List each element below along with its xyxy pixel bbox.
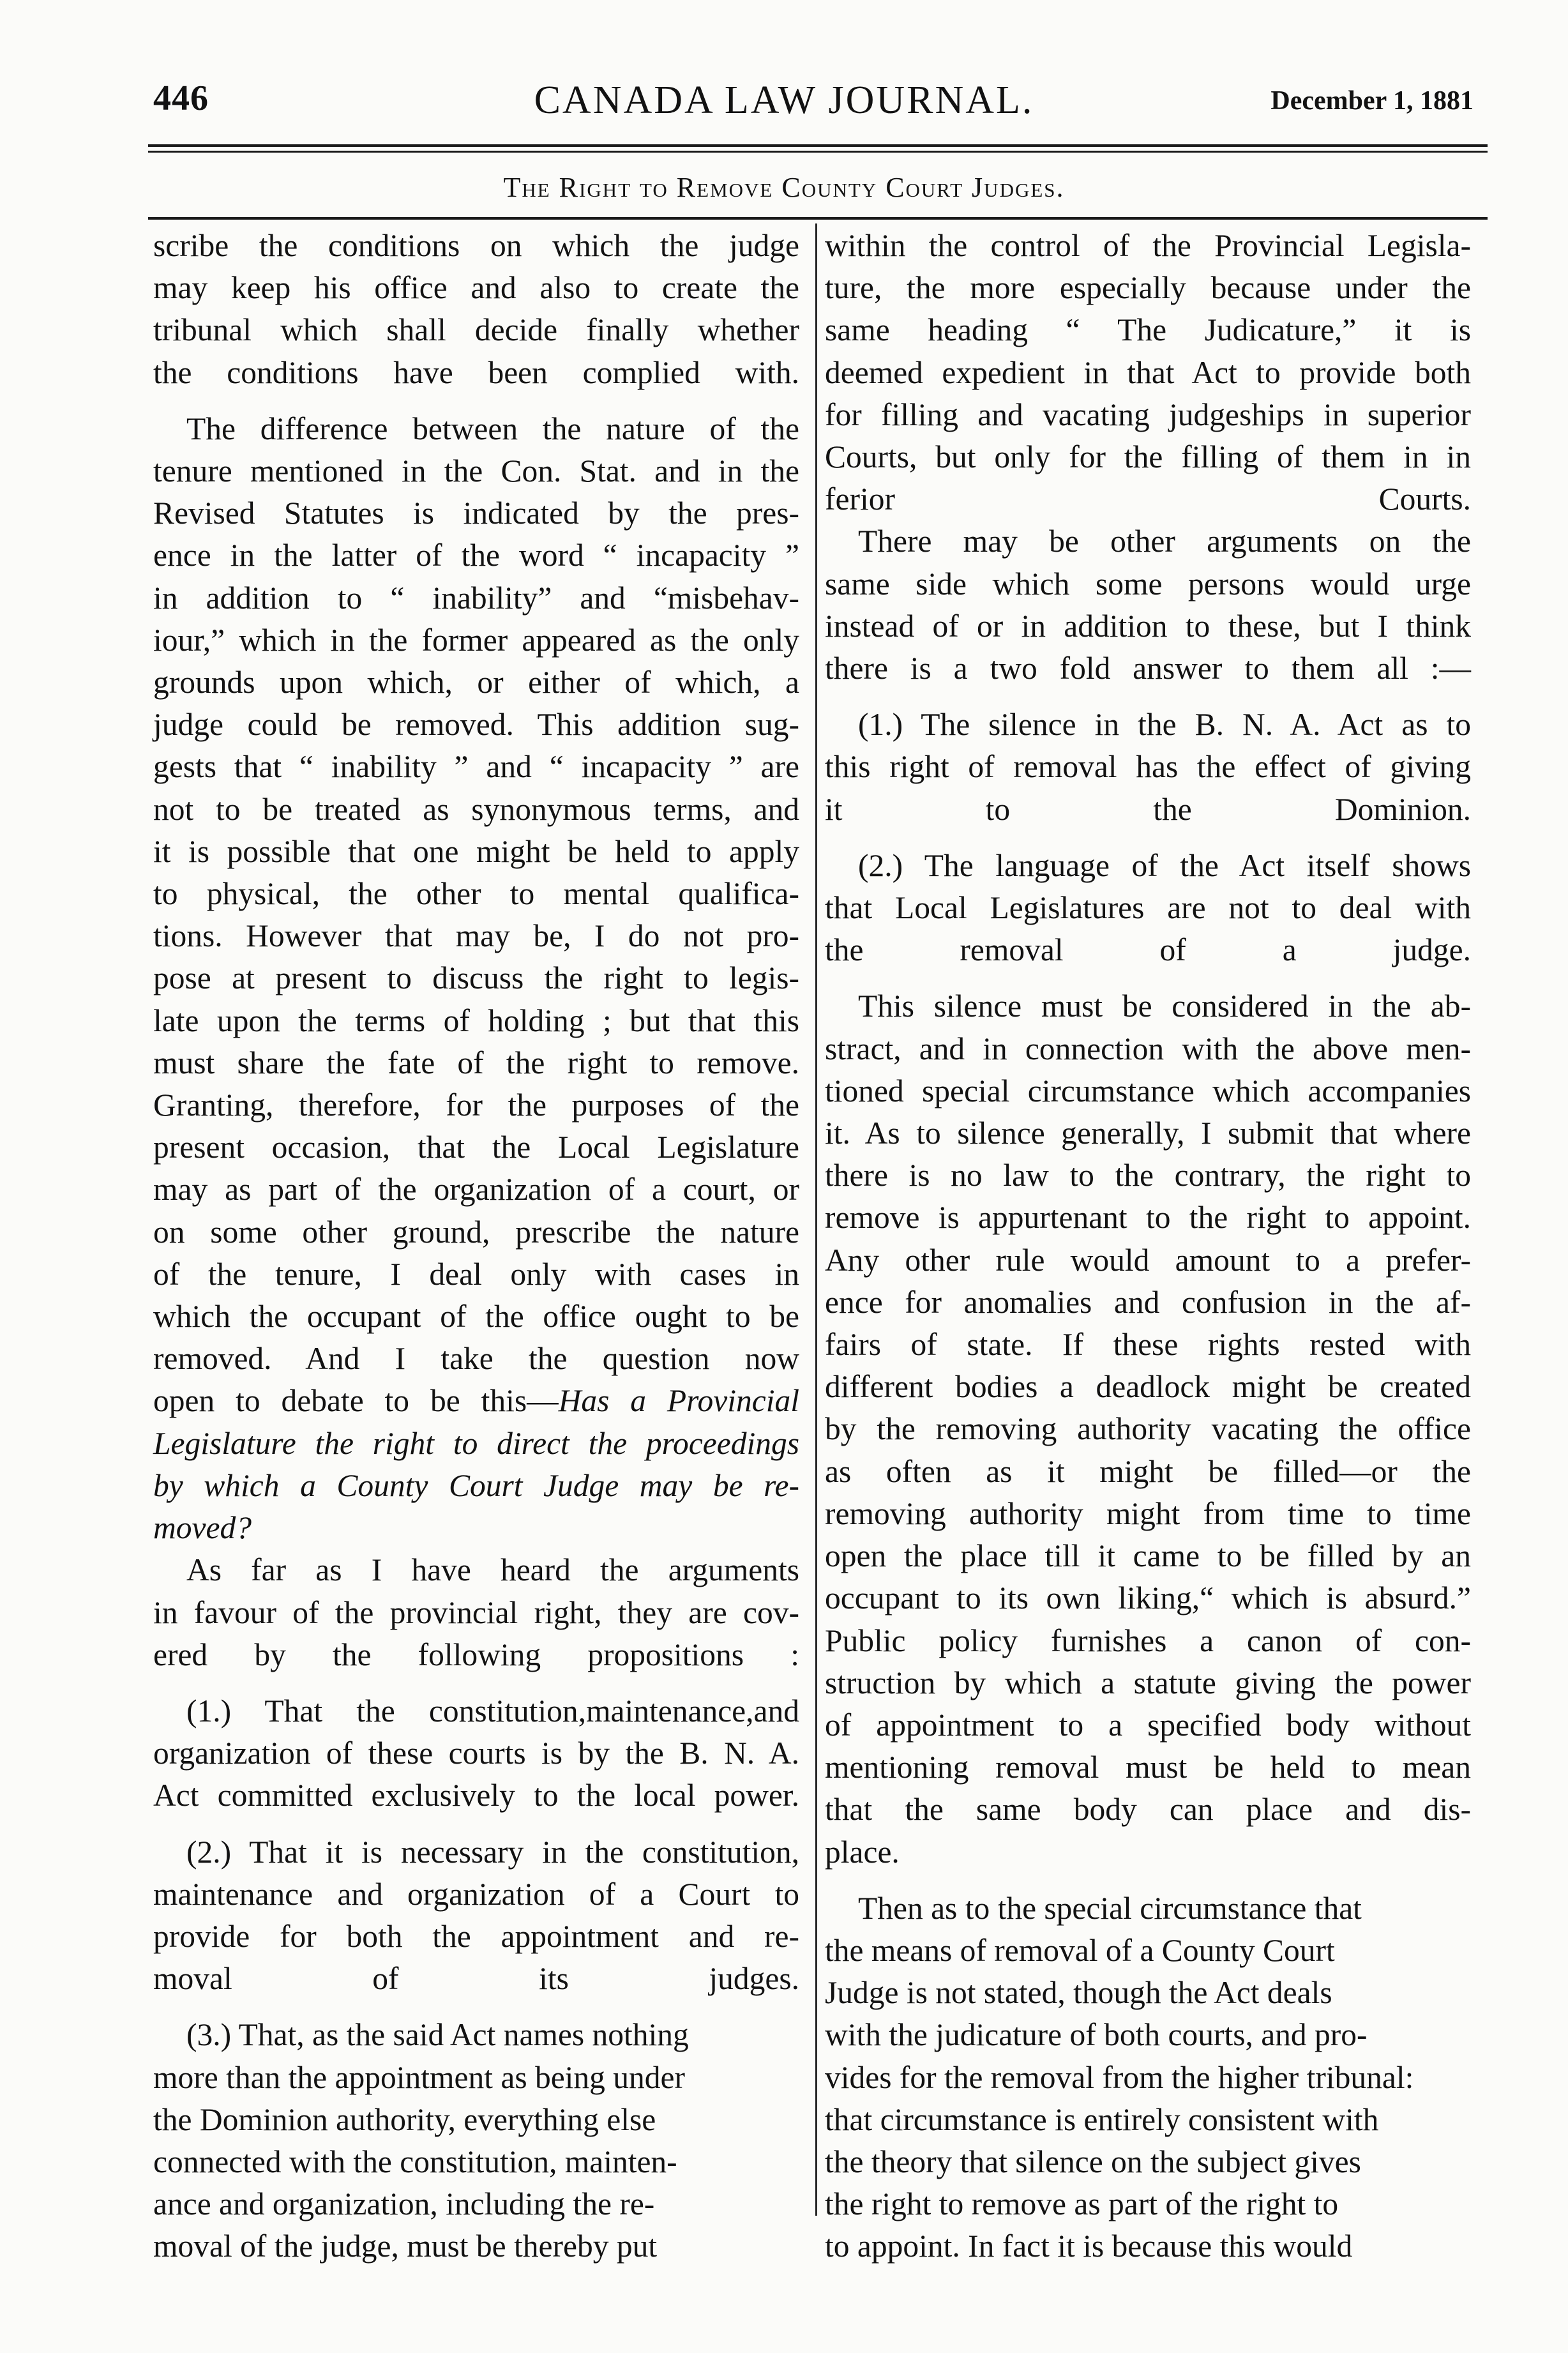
- paragraph: [825, 985, 1471, 1873]
- text-line: tions. However that may be, I do not pro-: [153, 918, 799, 954]
- text-line: ence in the latter of the word “ incapacity ”: [153, 538, 799, 573]
- text-line: to physical, the other to mental qualifica-: [153, 876, 799, 912]
- text-line: scribe the conditions on which the judge: [153, 228, 799, 263]
- text-line: same side which some persons would urge: [825, 566, 1471, 601]
- article-title-rule: [148, 217, 1488, 220]
- text-line: maintenance and organization of a Court to: [153, 1876, 799, 1912]
- text-line: the theory that silence on the subject gives: [825, 2144, 1361, 2179]
- text-line: place.: [825, 1834, 900, 1870]
- text-line: there is no law to the contrary, the right to: [825, 1158, 1471, 1193]
- text-line: deemed expedient in that Act to provide both: [825, 354, 1471, 390]
- paragraph: [153, 225, 799, 394]
- right-column: [825, 225, 1471, 2268]
- text-line: in addition to “ inability” and “misbehav-: [153, 580, 799, 616]
- text-line: vides for the removal from the higher tribunal:: [825, 2059, 1414, 2095]
- text-line: late upon the terms of holding ; but that this: [153, 1002, 799, 1038]
- text-line: the Dominion authority, everything else: [153, 2101, 656, 2137]
- text-line: may keep his office and also to create the: [153, 270, 799, 306]
- text-line: grounds upon which, or either of which, a: [153, 665, 799, 700]
- article-title: The Right to Remove County Court Judges.: [503, 172, 1065, 203]
- text-line: of appointment to a specified body without: [825, 1707, 1471, 1743]
- text-line: open the place till it came to be filled by an: [825, 1538, 1471, 1574]
- text-line: there is a two fold answer to them all :—: [825, 651, 1471, 686]
- text-line: stract, and in connection with the above men-: [825, 1031, 1471, 1066]
- text-line: different bodies a deadlock might be created: [825, 1369, 1471, 1405]
- text-line: removing authority might from time to time: [825, 1495, 1471, 1531]
- issue-date: December 1, 1881: [1270, 86, 1474, 116]
- text-line: as often as it might be filled—or the: [825, 1453, 1471, 1489]
- text-line: Courts, but only for the filling of them in in: [825, 439, 1471, 475]
- text-line: of the tenure, I deal only with cases in: [153, 1256, 799, 1292]
- proposition-1: [153, 1690, 799, 1817]
- text-line: Revised Statutes is indicated by the pres-: [153, 496, 799, 531]
- text-line: tribunal which shall decide finally whether: [153, 312, 799, 348]
- text-line: it to the Dominion.: [825, 791, 1471, 827]
- text-line: provide for both the appointment and re-: [153, 1918, 799, 1954]
- left-column: [153, 225, 799, 2268]
- text-line: Granting, therefore, for the purposes of the: [153, 1087, 799, 1123]
- text-line: The difference between the nature of the: [186, 411, 799, 446]
- page-number: 446: [153, 79, 209, 118]
- text-line: in favour of the provincial right, they are cov-: [153, 1594, 799, 1630]
- text-line: ence for anomalies and confusion in the af-: [825, 1284, 1471, 1320]
- text-line: (1.) The silence in the B. N. A. Act as to: [858, 707, 1471, 743]
- question-text: Legislature the right to direct the proceedings: [153, 1425, 799, 1461]
- text-line: ture, the more especially because under the: [825, 270, 1471, 306]
- text-line: ered by the following propositions :: [153, 1637, 799, 1672]
- proposition-2: [153, 1831, 799, 2001]
- text-line: remove is appurtenant to the right to appoint.: [825, 1200, 1471, 1236]
- answer-1: [825, 704, 1471, 831]
- text-line: ance and organization, including the re-: [153, 2186, 655, 2222]
- text-line: present occasion, that the Local Legislature: [153, 1130, 799, 1165]
- text-line: that circumstance is entirely consistent with: [825, 2101, 1379, 2137]
- paragraph: [825, 520, 1471, 690]
- text-line: to appoint. In fact it is because this would: [825, 2228, 1353, 2264]
- text-line: that the same body can place and dis-: [825, 1792, 1471, 1827]
- text-line: removed. And I take the question now: [153, 1341, 799, 1377]
- text-line: within the control of the Provincial Legisla-: [825, 228, 1471, 263]
- text-line: must share the fate of the right to remove.: [153, 1045, 799, 1080]
- paragraph: [153, 1549, 799, 1676]
- text-line: the right to remove as part of the right to: [825, 2186, 1339, 2222]
- text-line: not to be treated as synonymous terms, and: [153, 791, 799, 827]
- text-line: iour,” which in the former appeared as the only: [153, 622, 799, 658]
- column-divider: [815, 223, 817, 2216]
- text-line: by the removing authority vacating the office: [825, 1411, 1471, 1447]
- answer-2: [825, 845, 1471, 972]
- text-line: tioned special circumstance which accompanies: [825, 1073, 1471, 1108]
- text-line: the means of removal of a County Court: [825, 1932, 1335, 1968]
- text-line: As far as I have heard the arguments: [186, 1552, 799, 1588]
- text-line: Act committed exclusively to the local power.: [153, 1778, 799, 1813]
- text-line: it is possible that one might be held to apply: [153, 833, 799, 869]
- text-line: more than the appointment as being under: [153, 2059, 686, 2095]
- text-line: for filling and vacating judgeships in superior: [825, 397, 1471, 432]
- text-line: struction by which a statute giving the power: [825, 1665, 1471, 1700]
- text-line: open to debate to be this—: [153, 1383, 559, 1419]
- text-line: pose at present to discuss the right to legis-: [153, 960, 799, 996]
- text-line: There may be other arguments on the: [858, 524, 1471, 559]
- text-line: Judge is not stated, though the Act deals: [825, 1975, 1332, 2011]
- text-line: moval of the judge, must be thereby put: [153, 2228, 658, 2264]
- text-line: instead of or in addition to these, but I think: [825, 608, 1471, 644]
- text-line: which the occupant of the office ought to be: [153, 1299, 799, 1335]
- text-line: This silence must be considered in the ab-: [858, 988, 1471, 1024]
- text-line: Public policy furnishes a canon of con-: [825, 1623, 1471, 1658]
- text-line: may as part of the organization of a court, or: [153, 1172, 799, 1207]
- question-text: Has a Provincial: [558, 1383, 799, 1419]
- text-line: Then as to the special circumstance that: [858, 1890, 1362, 1926]
- paragraph: [153, 408, 799, 1549]
- text-line: ferior Courts.: [825, 481, 1471, 517]
- paragraph: [825, 1888, 1471, 2268]
- text-line: the conditions have been complied with.: [153, 354, 799, 390]
- proposition-3: [153, 2014, 799, 2267]
- text-line: on some other ground, prescribe the nature: [153, 1214, 799, 1250]
- text-line: that Local Legislatures are not to deal with: [825, 890, 1471, 926]
- text-line: moval of its judges.: [153, 1961, 799, 1997]
- text-line: tenure mentioned in the Con. Stat. and in the: [153, 453, 799, 489]
- text-line: the removal of a judge.: [825, 932, 1471, 968]
- question-text: moved?: [153, 1510, 252, 1546]
- question-text: by which a County Court Judge may be re-: [153, 1467, 799, 1503]
- text-line: connected with the constitution, mainten-: [153, 2144, 677, 2179]
- text-line: it. As to silence generally, I submit that where: [825, 1116, 1471, 1151]
- text-line: (2.) The language of the Act itself shows: [858, 847, 1471, 883]
- text-line: fairs of state. If these rights rested with: [825, 1327, 1471, 1363]
- text-line: (3.) That, as the said Act names nothing: [186, 2017, 689, 2053]
- text-line: with the judicature of both courts, and pro-: [825, 2017, 1368, 2053]
- text-line: occupant to its own liking,“ which is absurd.”: [825, 1580, 1471, 1616]
- text-line: gests that “ inability ” and “ incapacity ” are: [153, 749, 799, 785]
- journal-title: CANADA LAW JOURNAL.: [534, 79, 1034, 122]
- header-rule-bottom: [148, 151, 1488, 153]
- text-line: (2.) That it is necessary in the constitution,: [186, 1834, 799, 1870]
- paragraph: [825, 225, 1471, 520]
- text-line: mentioning removal must be held to mean: [825, 1750, 1471, 1785]
- text-line: same heading “ The Judicature,” it is: [825, 312, 1471, 348]
- header-rule-top: [148, 144, 1488, 147]
- text-line: organization of these courts is by the B. N. A.: [153, 1736, 799, 1771]
- text-line: this right of removal has the effect of giving: [825, 749, 1471, 785]
- text-line: (1.) That the constitution,maintenance,and: [186, 1693, 799, 1729]
- text-line: judge could be removed. This addition sug-: [153, 707, 799, 743]
- text-line: Any other rule would amount to a prefer-: [825, 1242, 1471, 1278]
